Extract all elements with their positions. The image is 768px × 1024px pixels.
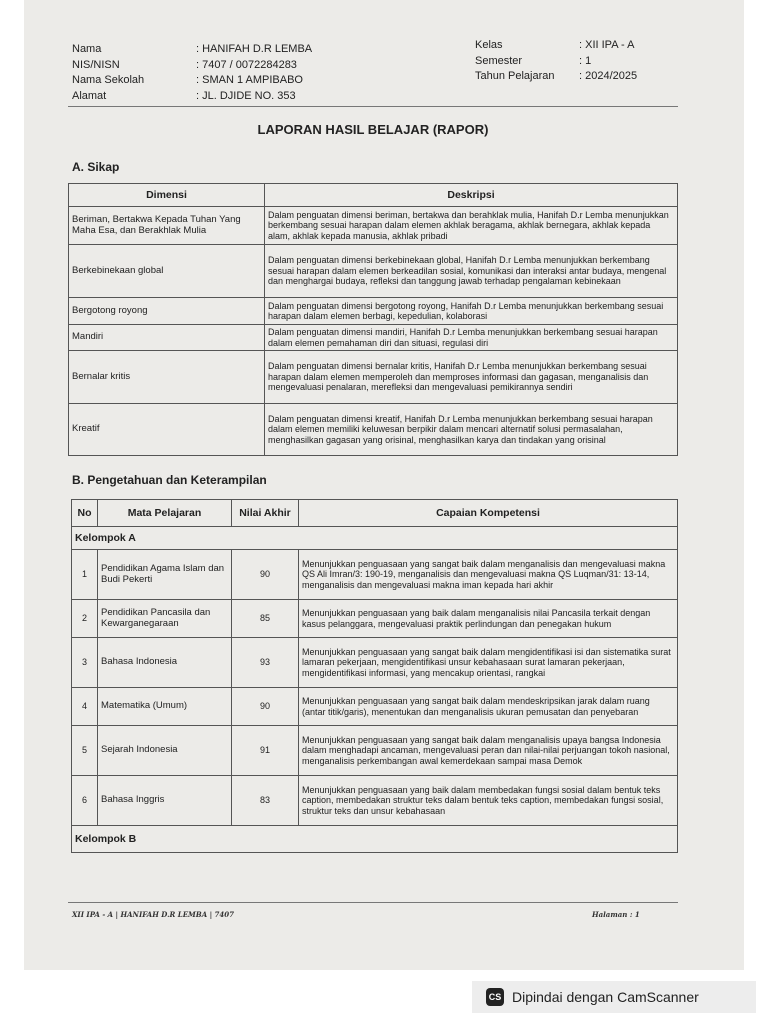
table-row [69,351,678,404]
table-header-row [72,500,678,527]
capaian-cell: Menunjukkan penguasaan yang sangat baik dalam mengidentifikasi isi dan sistematika surat lamaran pekerjaan, mengidentifikasi unsur kebahasaan surat lamaran pekerjaan, mengidentifikasi informasi, yang mencakup orientasi, rangkai [299,638,678,688]
info-row-semester [475,54,675,70]
dimensi-cell: Beriman, Bertakwa Kepada Tuhan Yang Maha Esa, dan Berakhlak Mulia [69,207,265,245]
no-cell: 5 [72,726,98,776]
info-row-nisn [72,58,372,74]
info-value: : 2024/2025 [579,70,638,82]
dimensi-cell: Berkebinekaan global [69,245,265,298]
table-row [72,726,678,776]
nilai-cell: 90 [232,550,299,600]
mapel-cell: Matematika (Umum) [98,688,232,726]
column-header-nilai: Nilai Akhir [232,500,299,527]
deskripsi-cell: Dalam penguatan dimensi berkebinekaan global, Hanifah D.r Lemba menunjukkan berkembang sesuai harapan dalam elemen berkeadilan sosial, komunikasi dan interaksi antar budaya, mengenal dan menghargai budaya, refleksi dan tanggung jawab terhadap pengalaman kebinekaan [265,245,678,298]
mapel-cell: Sejarah Indonesia [98,726,232,776]
table-row [69,404,678,456]
footer-page-number: : 1 [629,910,640,919]
capaian-cell: Menunjukkan penguasaan yang baik dalam menganalisis nilai Pancasila terkait dengan kasus pelanggara, mengevaluasi praktik perlindungan dan penegakan hukum [299,600,678,638]
column-header-capaian: Capaian Kompetensi [299,500,678,527]
footer-divider [68,902,678,903]
class-info [475,38,675,85]
info-value: : JL. DJIDE NO. 353 [196,89,296,102]
no-cell: 3 [72,638,98,688]
mapel-cell: Pendidikan Pancasila dan Kewarganegaraan [98,600,232,638]
info-value: : 1 [579,54,592,67]
group-label: Kelompok A [72,527,678,550]
info-label: Semester [475,54,523,67]
sikap-table [68,183,678,456]
info-label: Tahun Pelajaran [475,70,555,82]
info-label: Nama Sekolah [72,74,145,86]
dimensi-cell: Kreatif [69,404,265,456]
footer-page-label: Halaman [592,910,628,919]
table-row [72,600,678,638]
student-info [72,42,372,104]
table-row [69,325,678,351]
capaian-cell: Menunjukkan penguasaan yang sangat baik dalam menganalisis upaya bangsa Indonesia dalam menghadapi ancaman, mengevaluasi peran dan nilai-nilai perjuangan tokoh nasional, menganalisis perkembangan awal kemerdekaan sampai masa Demok [299,726,678,776]
capaian-cell: Menunjukkan penguasaan yang sangat baik dalam mendeskripsikan jarak dalam ruang (antar titik/garis), menentukan dan menganalisis ukuran pemusatan dan penyebaran [299,688,678,726]
table-row [72,688,678,726]
footer-identity: XII IPA - A | HANIFAH D.R LEMBA | 7407 [72,910,235,919]
pengetahuan-table [71,499,678,853]
section-heading-sikap: A. Sikap [72,160,120,174]
report-title: LAPORAN HASIL BELAJAR (RAPOR) [257,122,489,137]
deskripsi-cell: Dalam penguatan dimensi bergotong royong, Hanifah D.r Lemba menunjukkan berkembang sesuai harapan dalam elemen berbagi, kepedulian, kolaborasi [265,298,678,325]
camscanner-watermark [472,981,756,1013]
table-row [72,638,678,688]
no-cell: 4 [72,688,98,726]
capaian-cell: Menunjukkan penguasaan yang sangat baik dalam menganalisis dan mengevaluasi makna QS Ali Imran/3: 190-19, menganalisis dan mengevaluasi makna QS Luqman/31: 13-14, menganalisis dan mengevaluasi makna iman kepada hari akhir [299,550,678,600]
camscanner-icon: CS [486,988,504,1006]
info-label: NIS/NISN [72,58,120,71]
table-row [69,207,678,245]
info-value: : 7407 / 0072284283 [196,58,297,71]
no-cell: 2 [72,600,98,638]
dimensi-cell: Mandiri [69,325,265,351]
group-label: Kelompok B [72,826,678,853]
info-value: : HANIFAH D.R LEMBA [196,43,313,55]
info-row-nama [72,42,372,58]
nilai-cell: 85 [232,600,299,638]
dimensi-cell: Bernalar kritis [69,351,265,404]
table-header-row [69,184,678,207]
section-heading-pengetahuan: B. Pengetahuan dan Keterampilan [72,473,267,487]
no-cell: 1 [72,550,98,600]
column-header-mapel: Mata Pelajaran [98,500,232,527]
info-row-kelas [475,38,675,54]
camscanner-label: Dipindai dengan CamScanner [512,989,699,1005]
deskripsi-cell: Dalam penguatan dimensi mandiri, Hanifah D.r Lemba menunjukkan berkembang sesuai harapan dalam elemen pemahaman diri dan situasi, regulasi diri [265,325,678,351]
group-row-b [72,826,678,853]
info-label: Kelas [475,39,503,51]
info-row-alamat [72,89,372,105]
capaian-cell: Menunjukkan penguasaan yang baik dalam membedakan fungsi sosial dalam bentuk teks caption, membedakan struktur teks dalam bentuk teks caption, membedakan fungsi sosial, struktur teks dan unsur kebahasaan [299,776,678,826]
info-row-tahun [475,69,675,85]
mapel-cell: Bahasa Inggris [98,776,232,826]
group-row-a [72,527,678,550]
nilai-cell: 93 [232,638,299,688]
deskripsi-cell: Dalam penguatan dimensi beriman, bertakwa dan berahklak mulia, Hanifah D.r Lemba menunjukkan berkembang sesuai harapan dalam elemen akhlak beragama, akhlak bernegara, akhlak kepada alam, akhlak kepada manusia, akhlak pribadi [265,207,678,245]
column-header-dimensi: Dimensi [69,184,265,207]
dimensi-cell: Bergotong royong [69,298,265,325]
mapel-cell: Pendidikan Agama Islam dan Budi Pekerti [98,550,232,600]
column-header-deskripsi: Deskripsi [265,184,678,207]
info-label: Nama [72,43,102,55]
header-divider [68,106,678,107]
nilai-cell: 91 [232,726,299,776]
info-label: Alamat [72,89,107,102]
info-row-sekolah [72,73,372,89]
info-value: : XII IPA - A [579,39,635,51]
no-cell: 6 [72,776,98,826]
deskripsi-cell: Dalam penguatan dimensi kreatif, Hanifah D.r Lemba menunjukkan berkembang sesuai harapan dalam elemen memiliki keluwesan berpikir dalam mencari alternatif solusi permasalahan, menghasilkan gagasan yang orisinal, menghasilkan karya dan tindakan yang orisinal [265,404,678,456]
nilai-cell: 83 [232,776,299,826]
deskripsi-cell: Dalam penguatan dimensi bernalar kritis, Hanifah D.r Lemba menunjukkan berkembang sesuai harapan dalam elemen memperoleh dan memproses informasi dan gagasan, menganalisis dan mengevaluasi penalaran, merefleksi dan mengevaluasi pemikirannya sendiri [265,351,678,404]
table-row [72,776,678,826]
mapel-cell: Bahasa Indonesia [98,638,232,688]
footer-page [592,910,640,919]
column-header-no: No [72,500,98,527]
table-row [69,298,678,325]
info-value: : SMAN 1 AMPIBABO [196,74,303,86]
table-row [72,550,678,600]
table-row [69,245,678,298]
nilai-cell: 90 [232,688,299,726]
